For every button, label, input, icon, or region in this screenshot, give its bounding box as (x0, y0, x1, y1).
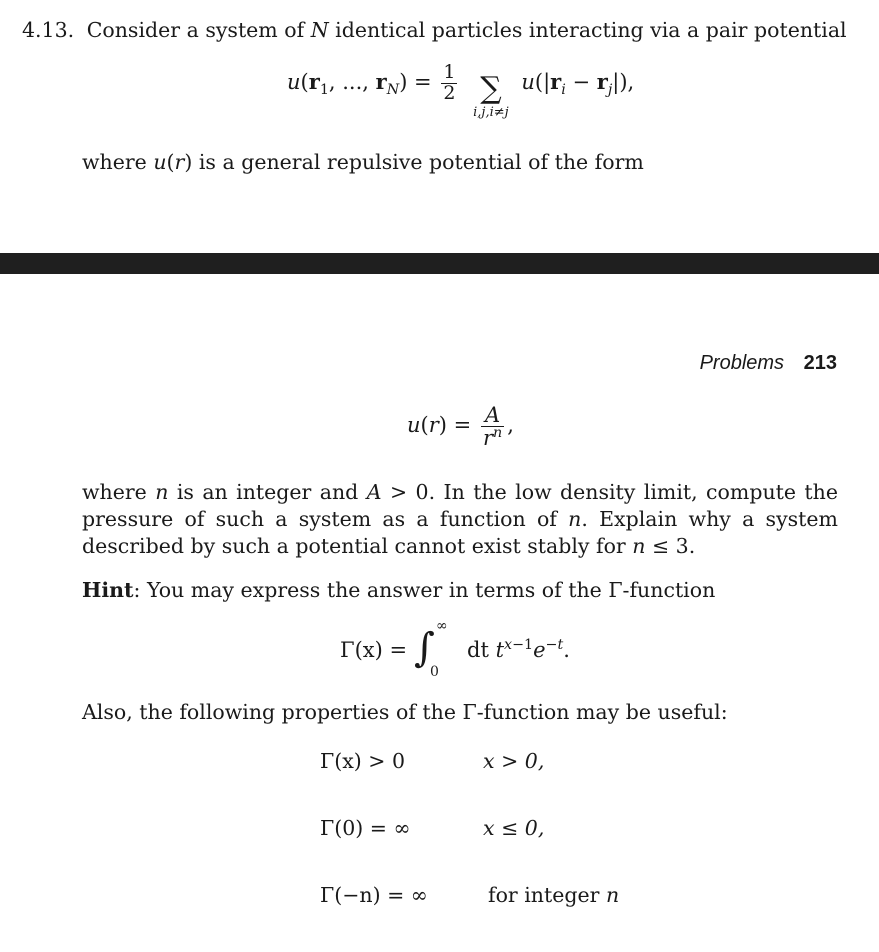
pair-potential-lhs: $u(r_1$, ..., $r_N$) = (287, 68, 432, 98)
fraction-numerator: 1 (443, 60, 456, 83)
potential-fraction (481, 404, 504, 449)
sum-symbol: ∑ (480, 71, 502, 106)
hint-label: Hint (82, 578, 134, 602)
fraction-denominator: 2 (443, 81, 456, 104)
property-condition: for integer n (488, 883, 620, 907)
property-condition: x > 0, (483, 749, 545, 773)
integral-lower-limit: 0 (430, 664, 439, 680)
integral-upper-limit: ∞ (436, 618, 448, 634)
header-page-number: 213 (803, 352, 837, 374)
pair-potential-rhs: $u(|r_i - r_j|)$, (521, 68, 635, 98)
integrand: dt $t^{x-1}e^{-t}$. (467, 637, 570, 662)
potential-equation: u(r) = $\frac{A}{r^n}$ , (407, 403, 514, 451)
property-expr: Γ(x) > 0 (320, 749, 406, 773)
main-paragraph: where n is an integer and A > 0. In the low density limit, compute the pressure of such a system as a function of n. Explain why a system described by such a potential cannot exist stably for n ≤ 3. (82, 480, 838, 558)
potential-lhs: u(r) = (407, 413, 472, 438)
property-row (320, 883, 428, 907)
property-expr: Γ(−n) = ∞ (320, 883, 428, 907)
half-fraction (441, 60, 457, 104)
integral-sign: ∫ (414, 625, 435, 671)
property-expr: Γ(0) = ∞ (320, 816, 411, 840)
property-row (320, 816, 411, 840)
pair-potential-equation (287, 60, 635, 120)
hint-line (82, 577, 715, 604)
where-text: where u(r) is a general repulsive potential of the form (82, 150, 644, 174)
properties-intro: Also, the following properties of the Γ-function may be useful: (82, 700, 728, 724)
page-divider (0, 253, 879, 274)
hint-text: : You may express the answer in terms of the Γ-function (133, 578, 716, 602)
potential-denominator: $r^n$ (482, 425, 503, 451)
problem-heading (22, 17, 847, 44)
problem-intro: Consider a system of N identical particles interacting via a pair potential (86, 18, 847, 42)
property-row (320, 749, 405, 773)
potential-numerator: A (484, 403, 501, 427)
header-section: Problems (699, 352, 785, 374)
property-condition: x ≤ 0, (483, 816, 545, 840)
problem-number: 4.13. (22, 18, 75, 42)
page-header (700, 352, 837, 375)
gamma-lhs: Γ(x) = (340, 638, 408, 662)
sum-limits: i,j,i≠j (473, 105, 509, 120)
sum-operator (473, 71, 509, 120)
